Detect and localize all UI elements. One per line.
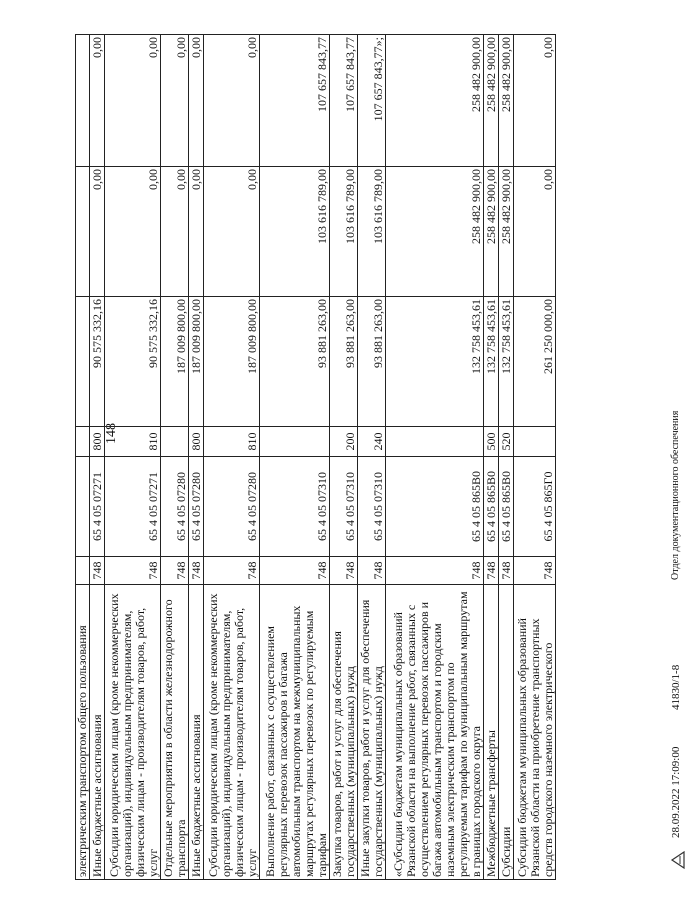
row-expense-type: 500	[484, 427, 499, 457]
row-name: Межбюджетные трансферты	[484, 585, 499, 880]
row-value-year2: 0,00	[514, 167, 556, 297]
row-target-article: 65 4 05 07280	[161, 457, 189, 557]
row-value-year3: 0,00	[105, 35, 161, 167]
row-name: Иные закупки товаров, работ и услуг для обеспечения государственных (муниципальных) нужд	[358, 585, 386, 880]
row-expense-type	[161, 427, 189, 457]
row-value-year1: 93 881 263,00	[260, 297, 330, 427]
row-code: 748	[386, 557, 484, 585]
row-value-year1: 93 881 263,00	[358, 297, 386, 427]
row-code: 748	[161, 557, 189, 585]
row-name: Отдельные мероприятия в области железнодорожного транспорта	[161, 585, 189, 880]
row-name: Субсидии	[499, 585, 514, 880]
row-value-year2: 0,00	[204, 167, 260, 297]
table-row	[204, 35, 260, 880]
footer	[670, 35, 690, 880]
row-code: 748	[189, 557, 204, 585]
row-name: Иные бюджетные ассигнования	[189, 585, 204, 880]
row-value-year1	[76, 297, 90, 427]
row-value-year2: 258 482 900,00	[484, 167, 499, 297]
row-code: 748	[90, 557, 105, 585]
footer-doc-id: 41830/1-8	[670, 664, 682, 710]
row-value-year1: 187 009 800,00	[161, 297, 189, 427]
row-value-year3: 258 482 900,00	[499, 35, 514, 167]
row-expense-type: 800	[90, 427, 105, 457]
row-name: Субсидии юридическим лицам (кроме некоммерческих организаций), индивидуальным предпринимателям, физическим лицам - производителям товаров, работ, услуг	[105, 585, 161, 880]
row-target-article: 65 4 05 865В0	[386, 457, 484, 557]
table-row	[90, 35, 105, 880]
table-row	[386, 35, 484, 880]
row-value-year3	[76, 35, 90, 167]
row-code: 748	[330, 557, 358, 585]
row-name: Выполнение работ, связанных с осуществлением регулярных перевозок пассажиров и багажа автомобильным транспортом на межмуниципальных маршрутах регулярных перевозок по регулируемым тарифам	[260, 585, 330, 880]
row-value-year2: 103 616 789,00	[330, 167, 358, 297]
row-code: 748	[105, 557, 161, 585]
row-name: Субсидии юридическим лицам (кроме некоммерческих организаций), индивидуальным предпринимателям, физическим лицам - производителям товаров, работ, услуг	[204, 585, 260, 880]
row-value-year2	[76, 167, 90, 297]
row-value-year1: 187 009 800,00	[189, 297, 204, 427]
row-expense-type	[514, 427, 556, 457]
row-target-article: 65 4 05 07310	[330, 457, 358, 557]
row-expense-type: 200	[330, 427, 358, 457]
row-name: электрическим транспортом общего пользования	[76, 585, 90, 880]
row-code	[76, 557, 90, 585]
row-value-year3: 0,00	[161, 35, 189, 167]
row-name: «Субсидии бюджетам муниципальных образований Рязанской области на выполнение работ, связанных с осуществлением регулярных перевозок пассажиров и багажа автомобильным транспортом и городским наземным электрическим транспортом по регулируемым тарифам по муниципальным маршрутам в границах городского округа	[386, 585, 484, 880]
footer-department: Отдел документационного обеспечения	[670, 410, 681, 580]
row-code: 748	[260, 557, 330, 585]
row-value-year3: 0,00	[90, 35, 105, 167]
row-name: Иные бюджетные ассигнования	[90, 585, 105, 880]
row-expense-type: 800	[189, 427, 204, 457]
row-value-year3: 0,00	[189, 35, 204, 167]
row-expense-type: 810	[105, 427, 161, 457]
row-value-year2: 0,00	[189, 167, 204, 297]
table-row	[76, 35, 90, 880]
table-body	[76, 35, 556, 880]
row-value-year2: 0,00	[161, 167, 189, 297]
row-expense-type	[260, 427, 330, 457]
row-value-year3: 107 657 843,77	[330, 35, 358, 167]
row-target-article: 65 4 05 07310	[358, 457, 386, 557]
page-number: 148	[104, 423, 119, 444]
row-target-article: 65 4 05 865Г0	[514, 457, 556, 557]
row-code: 748	[499, 557, 514, 585]
row-value-year1: 261 250 000,00	[514, 297, 556, 427]
budget-table	[75, 34, 556, 880]
row-value-year1: 93 881 263,00	[330, 297, 358, 427]
row-target-article: 65 4 05 07271	[90, 457, 105, 557]
row-value-year1: 90 575 332,16	[90, 297, 105, 427]
row-target-article: 65 4 05 07280	[204, 457, 260, 557]
table-row	[105, 35, 161, 880]
row-name: Субсидии бюджетам муниципальных образований Рязанской области на приобретение транспортных средств городского наземного электрического	[514, 585, 556, 880]
row-value-year3: 0,00	[514, 35, 556, 167]
row-value-year3: 258 482 900,00	[484, 35, 499, 167]
row-value-year2: 258 482 900,00	[499, 167, 514, 297]
row-value-year2: 0,00	[90, 167, 105, 297]
table-row	[189, 35, 204, 880]
rotated-page	[75, 35, 682, 880]
row-expense-type: 810	[204, 427, 260, 457]
footer-datetime: 28.09.2022 17:09:00	[670, 746, 682, 838]
row-code: 748	[484, 557, 499, 585]
table-row	[260, 35, 330, 880]
table-row	[161, 35, 189, 880]
row-value-year3: 107 657 843,77»;	[358, 35, 386, 167]
row-code: 748	[358, 557, 386, 585]
row-value-year2: 103 616 789,00	[260, 167, 330, 297]
table-row	[330, 35, 358, 880]
row-name: Закупка товаров, работ и услуг для обеспечения государственных (муниципальных) нужд	[330, 585, 358, 880]
row-code: 748	[204, 557, 260, 585]
row-expense-type: 520	[499, 427, 514, 457]
row-value-year2: 0,00	[105, 167, 161, 297]
row-target-article: 65 4 05 07310	[260, 457, 330, 557]
row-target-article: 65 4 05 07280	[189, 457, 204, 557]
row-target-article: 65 4 05 07271	[105, 457, 161, 557]
row-expense-type	[76, 427, 90, 457]
row-expense-type: 240	[358, 427, 386, 457]
row-value-year3: 258 482 900,00	[386, 35, 484, 167]
row-target-article: 65 4 05 865В0	[484, 457, 499, 557]
row-value-year1: 132 758 453,61	[386, 297, 484, 427]
row-value-year1: 132 758 453,61	[499, 297, 514, 427]
table-row	[358, 35, 386, 880]
row-expense-type	[386, 427, 484, 457]
row-value-year2: 258 482 900,00	[386, 167, 484, 297]
table-row	[514, 35, 556, 880]
row-value-year3: 0,00	[204, 35, 260, 167]
row-code: 748	[514, 557, 556, 585]
emblem-icon	[670, 850, 686, 870]
row-value-year3: 107 657 843,77	[260, 35, 330, 167]
row-target-article	[76, 457, 90, 557]
table-row	[499, 35, 514, 880]
table-row	[484, 35, 499, 880]
row-value-year2: 103 616 789,00	[358, 167, 386, 297]
row-value-year1: 187 009 800,00	[204, 297, 260, 427]
row-value-year1: 90 575 332,16	[105, 297, 161, 427]
row-value-year1: 132 758 453,61	[484, 297, 499, 427]
row-target-article: 65 4 05 865В0	[499, 457, 514, 557]
